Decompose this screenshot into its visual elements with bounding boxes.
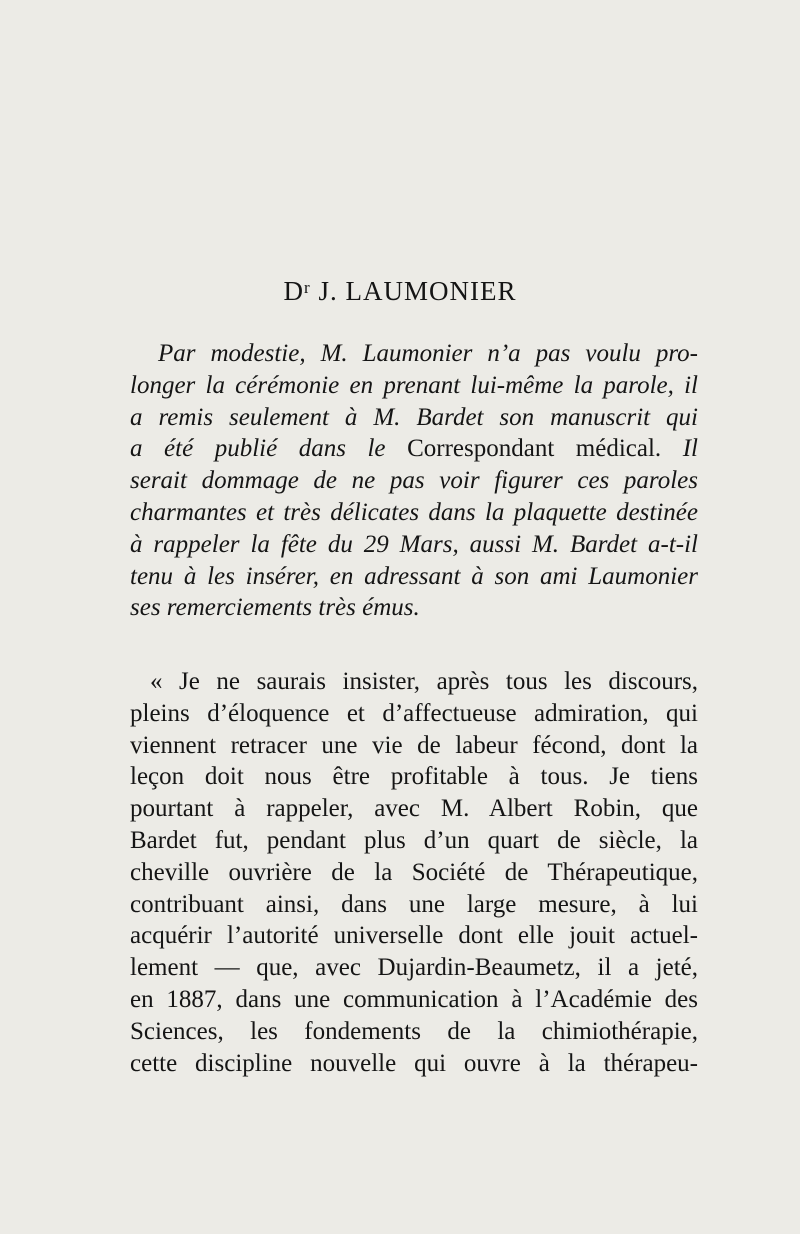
intro-line: tenu à les insérer, en adressant à son ami Laumonier — [130, 562, 698, 590]
title-superscript: r — [304, 278, 311, 297]
journal-title: Correspondant médical. — [407, 435, 662, 463]
intro-line: Par modestie, M. Laumonier n’a pas voulu pro- — [158, 340, 698, 367]
speech-line: viennent retracer une vie de labeur fécond, dont la — [130, 731, 698, 759]
speech-paragraph — [130, 666, 698, 1079]
speech-line: en 1887, dans une communication à l’Académie des — [130, 985, 698, 1013]
title-name: J. LAUMONIER — [310, 276, 517, 306]
speech-line: Sciences, les fondements de la chimiothérapie, — [130, 1017, 698, 1045]
intro-line: serait dommage de ne pas voir figurer ces paroles — [130, 467, 698, 495]
speech-line: pourtant à rappeler, avec M. Albert Robin, que — [130, 795, 698, 823]
speech-line: Bardet fut, pendant plus d’un quart de siècle, la — [130, 826, 698, 854]
intro-line: longer la cérémonie en prenant lui-même la parole, il — [130, 371, 698, 399]
chapter-title — [0, 276, 800, 307]
intro-paragraph — [130, 338, 698, 624]
speech-line: lement — que, avec Dujardin-Beaumetz, il a jeté, — [130, 954, 698, 982]
speech-line: contribuant ainsi, dans une large mesure, à lui — [130, 890, 698, 918]
speech-line: « Je ne saurais insister, après tous les discours, — [150, 668, 698, 695]
intro-line: a remis seulement à M. Bardet son manuscrit qui — [130, 403, 698, 431]
title-prefix: D — [283, 276, 305, 306]
intro-line: ses remerciements très émus. — [130, 594, 420, 622]
intro-line: charmantes et très délicates dans la plaquette destinée — [130, 498, 698, 526]
intro-text: Il — [661, 435, 698, 463]
speech-line: leçon doit nous être profitable à tous. Je tiens — [130, 763, 698, 791]
intro-line — [130, 433, 698, 465]
intro-line: à rappeler la fête du 29 Mars, aussi M. Bardet a-t-il — [130, 530, 698, 558]
speech-line: acquérir l’autorité universelle dont elle jouit actuel- — [130, 922, 698, 950]
speech-line: pleins d’éloquence et d’affectueuse admiration, qui — [130, 699, 698, 727]
speech-line: cette discipline nouvelle qui ouvre à la thérapeu- — [130, 1049, 698, 1077]
speech-line: cheville ouvrière de la Société de Thérapeutique, — [130, 858, 698, 886]
intro-text: a été publié dans le — [130, 435, 408, 463]
